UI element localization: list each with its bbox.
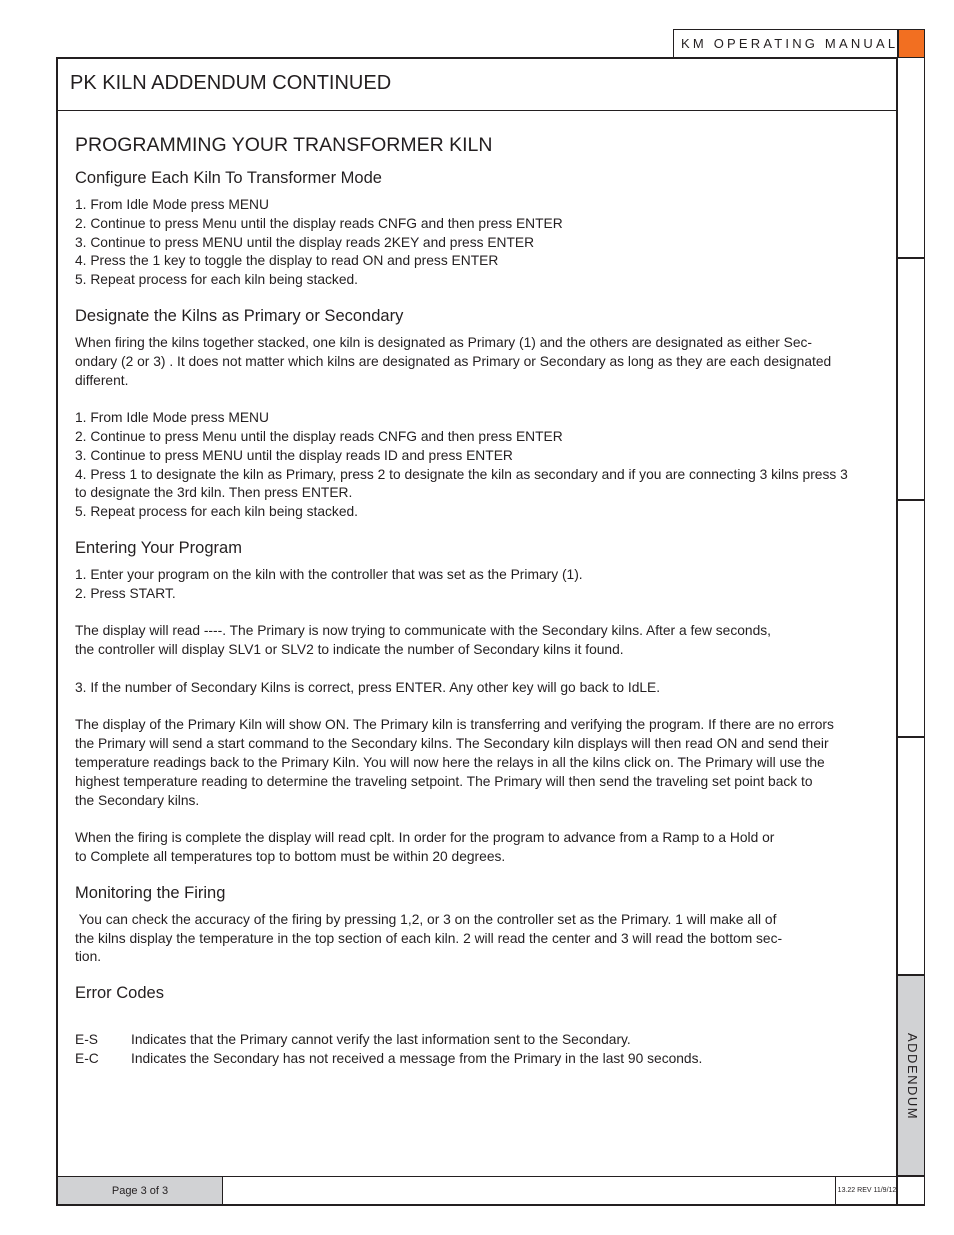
paragraph-line: When the firing is complete the display will read cplt. In order for the program to advance from a Ramp to a Hold or xyxy=(75,830,775,846)
page-number: Page 3 of 3 xyxy=(58,1177,223,1204)
designate-steps xyxy=(75,409,885,522)
configure-heading: Configure Each Kiln To Transformer Mode xyxy=(75,169,382,187)
list-item: 3. Continue to press MENU until the display reads ID and press ENTER xyxy=(75,447,513,463)
manual-label: KM OPERATING MANUAL xyxy=(673,29,898,57)
paragraph-line: the controller will display SLV1 or SLV2 to indicate the number of Secondary kilns it found. xyxy=(75,642,624,658)
paragraph-line: tion. xyxy=(75,949,102,965)
error-codes-heading: Error Codes xyxy=(75,984,164,1003)
list-item: 5. Repeat process for each kiln being stacked. xyxy=(75,272,358,288)
monitoring-heading: Monitoring the Firing xyxy=(75,883,226,902)
side-tab-1 xyxy=(898,57,925,258)
entering-heading: Entering Your Program xyxy=(75,538,242,557)
error-code: E-C xyxy=(75,1051,99,1067)
paragraph-line: The display of the Primary Kiln will show ON. The Primary kiln is transferring and verifying the program. If there are no errors xyxy=(75,717,834,733)
revision-label: 13.22 REV 11/9/12 xyxy=(835,1177,898,1204)
error-row xyxy=(75,1030,885,1050)
list-item: to designate the 3rd kiln. Then press ENTER. xyxy=(75,485,353,501)
list-item: 3. If the number of Secondary Kilns is correct, press ENTER. Any other key will go back to IdLE. xyxy=(75,679,661,695)
side-tab-3 xyxy=(898,500,925,737)
error-description: Indicates the Secondary has not received a message from the Primary in the last 90 seconds. xyxy=(131,1051,703,1067)
designate-heading: Designate the Kilns as Primary or Secondary xyxy=(75,306,404,325)
list-item: 4. Press 1 to designate the kiln as Primary, press 2 to designate the kiln as secondary and if you are connecting 3 kilns press 3 xyxy=(75,466,848,482)
side-tab-4 xyxy=(898,737,925,975)
error-code: E-S xyxy=(75,1031,98,1047)
list-item: 5. Repeat process for each kiln being stacked. xyxy=(75,504,358,520)
paragraph-line: to Complete all temperatures top to bottom must be within 20 degrees. xyxy=(75,848,506,864)
paragraph-line: the Secondary kilns. xyxy=(75,792,200,808)
list-item: 2. Continue to press Menu until the display reads CNFG and then press ENTER xyxy=(75,428,563,444)
side-tab-footer xyxy=(898,1176,925,1206)
section-title: PROGRAMMING YOUR TRANSFORMER KILN xyxy=(75,134,493,156)
list-item: 4. Press the 1 key to toggle the display to read ON and press ENTER xyxy=(75,253,499,269)
list-item: 2. Press START. xyxy=(75,585,176,601)
paragraph-line: the Primary will send a start command to the Secondary kilns. The Secondary kiln displays will then read ON and send their xyxy=(75,736,829,752)
error-row xyxy=(75,1049,885,1069)
list-item: 1. From Idle Mode press MENU xyxy=(75,410,269,426)
list-item: 1. Enter your program on the kiln with the controller that was set as the Primary (1). xyxy=(75,566,583,582)
page-title: PK KILN ADDENDUM CONTINUED xyxy=(70,72,392,94)
side-tab-label: ADDENDUM xyxy=(905,1033,920,1121)
paragraph-line: highest temperature reading to determine the traveling setpoint. The Primary will then send the traveling set point back to xyxy=(75,773,813,789)
list-item: 2. Continue to press Menu until the display reads CNFG and then press ENTER xyxy=(75,215,563,231)
paragraph-line: ondary (2 or 3) . It does not matter which kilns are designated as Primary or Secondary as long as they are each designated xyxy=(75,353,832,369)
side-tab-2 xyxy=(898,258,925,500)
accent-tab xyxy=(898,29,925,57)
paragraph-line: temperature readings back to the Primary Kiln. You will now here the relays in all the kilns click on. The Primary will use the xyxy=(75,754,825,770)
list-item: 3. Continue to press MENU until the display reads 2KEY and press ENTER xyxy=(75,234,535,250)
designate-intro xyxy=(75,334,885,390)
main-content xyxy=(75,132,885,1069)
configure-steps xyxy=(75,196,885,290)
error-description: Indicates that the Primary cannot verify the last information sent to the Secondary. xyxy=(131,1031,631,1047)
list-item: 1. From Idle Mode press MENU xyxy=(75,197,269,212)
paragraph-line: different. xyxy=(75,372,129,388)
paragraph-line: The display will read ----. The Primary is now trying to communicate with the Secondary kilns. After a few seconds, xyxy=(75,623,771,639)
paragraph-line: the kilns display the temperature in the top section of each kiln. 2 will read the center and 3 will read the bottom sec- xyxy=(75,930,783,946)
paragraph-line: You can check the accuracy of the firing by pressing 1,2, or 3 on the controller set as the Primary. 1 will make all of xyxy=(75,911,777,927)
paragraph-line: When firing the kilns together stacked, one kiln is designated as Primary (1) and the others are designated as either Sec- xyxy=(75,334,812,350)
